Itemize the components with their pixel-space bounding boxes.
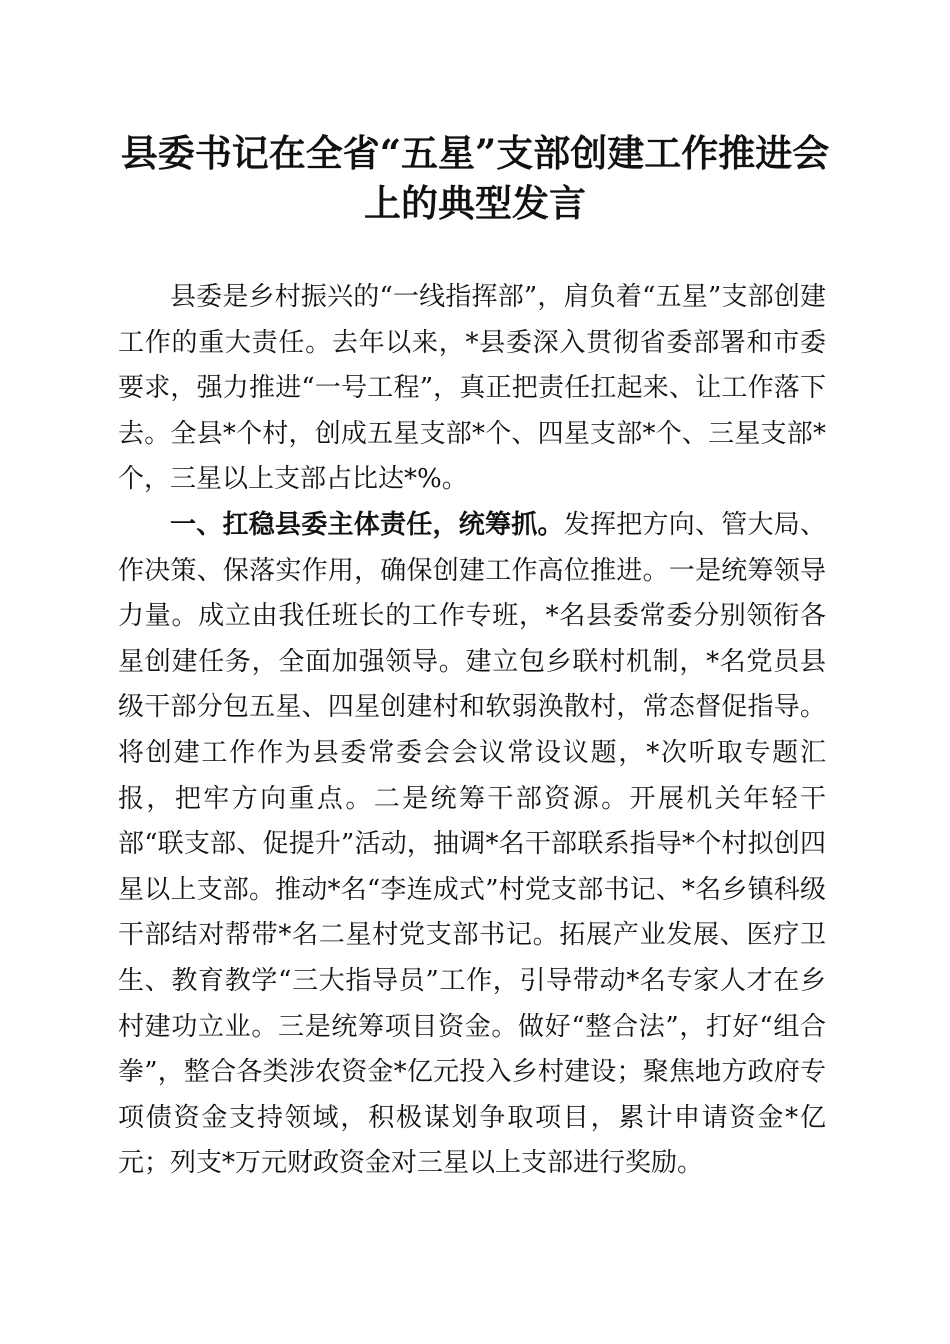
title-line-2: 上的典型发言 [364,181,586,225]
paragraph-text: 县委是乡村振兴的“一线指挥部”，肩负着“五星”支部创建工作的重大责任。去年以来，*县委深入贯彻省委部署和市委要求，强力推进“一号工程”，真正把责任扛起来、让工作落下去。全县*个村，创成五星支部*个、四星支部*个、三星支部*个，三星以上支部占比达*%。 [118,282,826,495]
document-body [118,275,826,1187]
title-line-1: 县委书记在全省“五星”支部创建工作推进会 [120,131,830,175]
paragraph-section-1 [118,503,826,1187]
paragraph-intro [118,275,826,503]
document-title [100,128,850,228]
section-heading: 一、扛稳县委主体责任，统筹抓。 [170,509,564,540]
paragraph-text: 发挥把方向、管大局、作决策、保落实作用，确保创建工作高位推进。一是统筹领导力量。成立由我任班长的工作专班，*名县委常委分别领衔各星创建任务，全面加强领导。建立包乡联村机制，*名党员县级干部分包五星、四星创建村和软弱涣散村，常态督促指导。将创建工作作为县委常委会会议常设议题，*次听取专题汇报，把牢方向重点。二是统筹干部资源。开展机关年轻干部“联支部、促提升”活动，抽调*名干部联系指导*个村拟创四星以上支部。推动*名“李连成式”村党支部书记、*名乡镇科级干部结对帮带*名二星村党支部书记。拓展产业发展、医疗卫生、教育教学“三大指导员”工作，引导带动*名专家人才在乡村建功立业。三是统筹项目资金。做好“整合法”，打好“组合拳”，整合各类涉农资金*亿元投入乡村建设；聚焦地方政府专项债资金支持领域，积极谋划争取项目，累计申请资金*亿元；列支*万元财政资金对三星以上支部进行奖励。 [118,509,826,1179]
